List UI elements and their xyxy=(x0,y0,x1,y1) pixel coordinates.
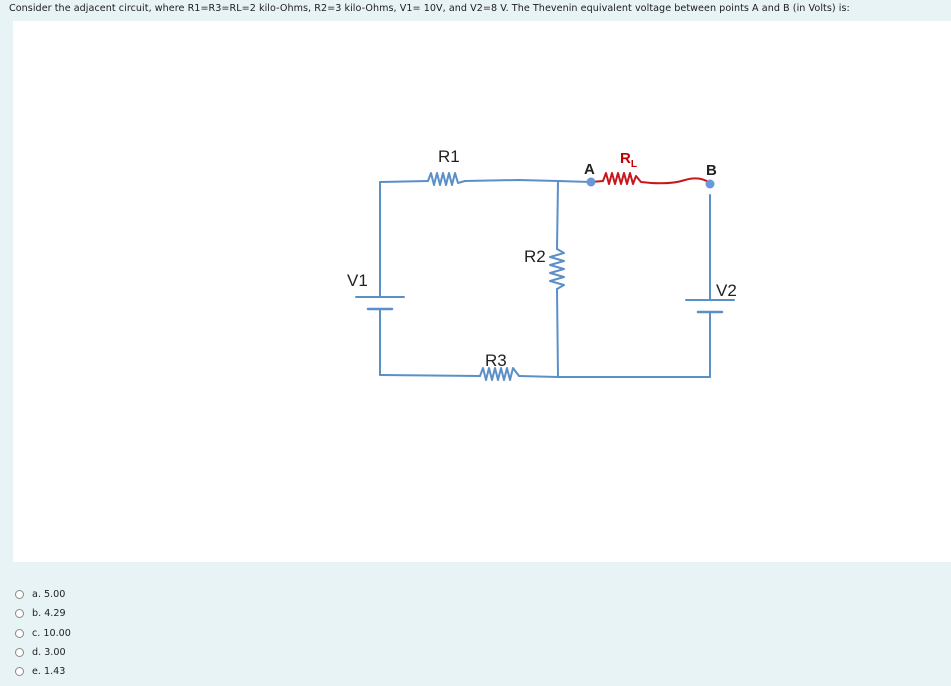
option-e[interactable] xyxy=(15,662,71,681)
label-r1: R1 xyxy=(438,147,460,166)
battery-v2 xyxy=(686,300,734,312)
radio-button[interactable] xyxy=(15,590,24,599)
node-a-dot xyxy=(587,178,596,187)
label-r2: R2 xyxy=(524,247,546,266)
wire-mid-upper xyxy=(557,181,558,249)
radio-button[interactable] xyxy=(15,609,24,618)
label-v1: V1 xyxy=(347,271,368,290)
option-b[interactable] xyxy=(15,604,71,623)
radio-button[interactable] xyxy=(15,648,24,657)
option-label: d. 3.00 xyxy=(32,647,66,659)
answer-options xyxy=(15,585,71,681)
wire-bottom-right xyxy=(519,376,710,377)
wire-top-left xyxy=(380,181,428,182)
resistor-r2 xyxy=(550,249,564,289)
label-rl xyxy=(620,150,637,170)
option-a[interactable] xyxy=(15,585,71,604)
option-label: c. 10.00 xyxy=(32,627,71,639)
radio-button[interactable] xyxy=(15,629,24,638)
label-rl-main: R xyxy=(620,150,631,167)
wire-top-mid xyxy=(465,180,558,181)
label-r3: R3 xyxy=(485,351,507,370)
battery-v1 xyxy=(356,297,404,309)
node-b-dot xyxy=(706,180,715,189)
wire-bottom-left xyxy=(380,375,480,376)
radio-button[interactable] xyxy=(15,667,24,676)
circuit-figure xyxy=(13,21,951,562)
option-c[interactable] xyxy=(15,624,71,643)
option-label: b. 4.29 xyxy=(32,608,66,620)
wire-top-right xyxy=(558,181,591,182)
resistor-r1 xyxy=(428,173,465,185)
option-label: e. 1.43 xyxy=(32,666,66,678)
label-rl-sub: L xyxy=(630,159,637,170)
option-label: a. 5.00 xyxy=(32,589,66,601)
circuit-diagram xyxy=(13,21,951,562)
resistor-rl xyxy=(591,173,710,184)
question-text: Consider the adjacent circuit, where R1=R3=RL=2 kilo-Ohms, R2=3 kilo-Ohms, V1= 10V, and V2=8 V. The Thevenin equivalent voltage between points A and B (in Volts) is: xyxy=(9,3,850,14)
option-d[interactable] xyxy=(15,643,71,662)
label-node-b: B xyxy=(706,162,717,179)
label-v2: V2 xyxy=(716,281,737,300)
wire-mid-lower xyxy=(557,289,558,377)
label-node-a: A xyxy=(584,161,595,178)
